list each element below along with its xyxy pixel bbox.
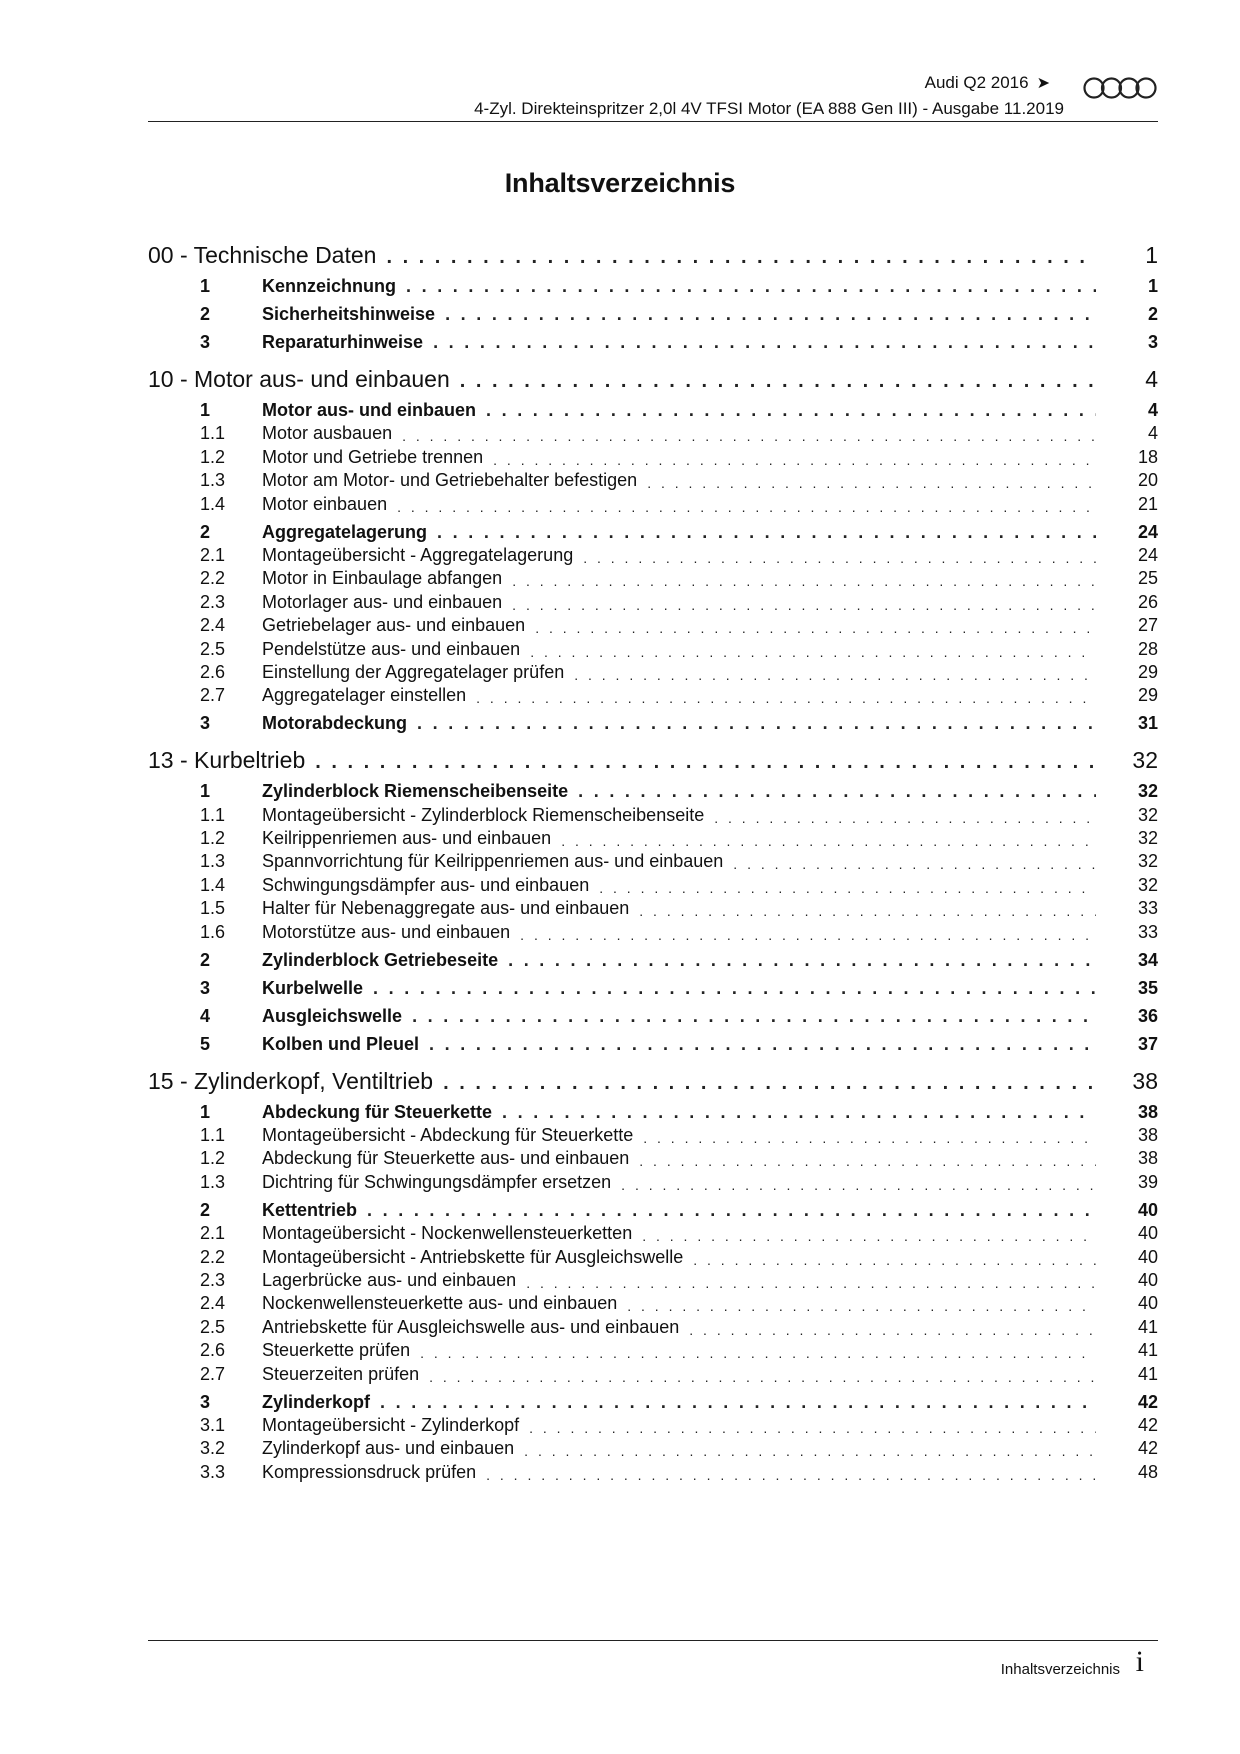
toc-subsection-entry[interactable] bbox=[200, 613, 1158, 636]
toc-page-number: 42 bbox=[1096, 1415, 1158, 1436]
toc-entry-number: 2.3 bbox=[200, 591, 226, 612]
toc-entry-label: Montageübersicht - Zylinderkopf bbox=[262, 1414, 520, 1435]
toc-entry-label: Motor aus- und einbauen bbox=[262, 400, 476, 420]
toc-entry-number: 1 bbox=[200, 276, 211, 296]
toc-entry-number: 1 bbox=[200, 400, 211, 420]
toc-entry-label: Keilrippenriemen aus- und einbauen bbox=[262, 828, 552, 849]
toc-entry-title bbox=[200, 828, 561, 849]
toc-entry-title bbox=[200, 950, 508, 971]
toc-section-entry[interactable] bbox=[200, 1095, 1158, 1123]
toc-entry-label: Aggregatelagerung bbox=[262, 521, 428, 542]
toc-page-number: 29 bbox=[1096, 685, 1158, 706]
toc-entry-number: 2.1 bbox=[200, 544, 226, 565]
toc-subsection-entry[interactable] bbox=[200, 1169, 1158, 1192]
toc-entry-number: 1.1 bbox=[200, 804, 226, 825]
toc-entry-number: 1.3 bbox=[200, 1171, 226, 1192]
toc-dot-leader bbox=[647, 475, 1096, 491]
toc-entry-label: Kurbelwelle bbox=[262, 977, 364, 998]
toc-dot-leader bbox=[693, 1252, 1096, 1268]
toc-dot-leader bbox=[535, 620, 1096, 636]
toc-entry-number: 3 bbox=[200, 332, 211, 352]
toc-entry-label: Montageübersicht - Nockenwellensteuerketten bbox=[262, 1223, 633, 1244]
header-model bbox=[925, 73, 1050, 93]
toc-entry-number: 1.3 bbox=[200, 851, 226, 872]
toc-entry-number: 5 bbox=[200, 1033, 211, 1054]
toc-subsection-entry[interactable] bbox=[200, 919, 1158, 942]
toc-dot-leader bbox=[502, 1102, 1096, 1123]
arrow-right-icon: ➤ bbox=[1036, 75, 1050, 92]
toc-subsection-entry[interactable] bbox=[200, 1459, 1158, 1482]
toc-entry-title bbox=[200, 1247, 693, 1268]
toc-entry-title bbox=[200, 1172, 621, 1193]
toc-dot-leader bbox=[460, 370, 1096, 393]
toc-dot-leader bbox=[574, 667, 1096, 683]
toc-entry-label: Motor in Einbaulage abfangen bbox=[262, 568, 503, 589]
toc-entry-label: Motorstütze aus- und einbauen bbox=[262, 921, 511, 942]
toc-entry-label: Abdeckung für Steuerkette aus- und einbauen bbox=[262, 1148, 630, 1169]
toc-page-number: 27 bbox=[1096, 615, 1158, 636]
toc-entry-number: 2.2 bbox=[200, 1246, 226, 1267]
toc-subsection-entry[interactable] bbox=[200, 826, 1158, 849]
toc-dot-leader bbox=[512, 597, 1096, 613]
toc-dot-leader bbox=[315, 751, 1096, 774]
toc-entry-title bbox=[200, 1102, 502, 1123]
toc-dot-leader bbox=[639, 1153, 1096, 1169]
toc-entry-label: Montageübersicht - Antriebskette für Ausgleichswelle bbox=[262, 1246, 684, 1267]
toc-dot-leader bbox=[526, 1275, 1096, 1291]
toc-section-entry[interactable] bbox=[200, 706, 1158, 734]
toc-section-entry[interactable] bbox=[200, 999, 1158, 1027]
toc-entry-label: Montageübersicht - Zylinderblock Riemenscheibenseite bbox=[262, 804, 705, 825]
toc-entry-number: 2.1 bbox=[200, 1223, 226, 1244]
toc-page-number: 32 bbox=[1096, 781, 1158, 802]
toc-page-number: 48 bbox=[1096, 1462, 1158, 1483]
toc-entry-number: 2 bbox=[200, 949, 211, 970]
toc-entry-title bbox=[200, 276, 406, 297]
audi-rings-icon bbox=[1083, 76, 1157, 100]
footer-label: Inhaltsverzeichnis bbox=[1000, 1661, 1120, 1678]
toc-entry-number: 1.4 bbox=[200, 874, 226, 895]
toc-dot-leader bbox=[437, 522, 1096, 543]
toc-dot-leader bbox=[445, 304, 1096, 325]
toc-dot-leader bbox=[380, 1392, 1096, 1413]
toc-dot-leader bbox=[561, 833, 1096, 849]
toc-dot-leader bbox=[643, 1130, 1096, 1146]
toc-dot-leader bbox=[367, 1200, 1096, 1221]
toc-dot-leader bbox=[476, 690, 1096, 706]
toc-subsection-entry[interactable] bbox=[200, 468, 1158, 491]
toc-entry-label: Kolben und Pleuel bbox=[262, 1033, 420, 1054]
toc-entry-title bbox=[148, 242, 386, 269]
toc-subsection-entry[interactable] bbox=[200, 802, 1158, 825]
toc-section-entry[interactable] bbox=[200, 393, 1158, 421]
toc-page-number: 4 bbox=[1096, 400, 1158, 421]
toc-entry-title bbox=[200, 978, 373, 999]
toc-entry-label: Kettentrieb bbox=[262, 1199, 358, 1220]
toc-entry-label: Motor einbauen bbox=[262, 493, 388, 514]
toc-entry-number: 2.3 bbox=[200, 1269, 226, 1290]
toc-entry-title bbox=[148, 366, 460, 393]
toc-entry-title bbox=[200, 423, 402, 444]
toc-entry-label: Abdeckung für Steuerkette bbox=[262, 1101, 493, 1122]
toc-page-number: 40 bbox=[1096, 1247, 1158, 1268]
toc-entry-number: 2.6 bbox=[200, 661, 226, 682]
toc-page-number: 36 bbox=[1096, 1006, 1158, 1027]
toc-entry-label: Motor ausbauen bbox=[262, 423, 393, 444]
toc-entry-title bbox=[200, 332, 433, 353]
toc-dot-leader bbox=[508, 950, 1096, 971]
toc-entry-title bbox=[200, 1317, 689, 1338]
toc-subsection-entry[interactable] bbox=[200, 421, 1158, 444]
toc-section-entry[interactable] bbox=[200, 325, 1158, 353]
toc-entry-title bbox=[200, 1364, 429, 1385]
header-divider bbox=[148, 121, 1158, 122]
toc-dot-leader bbox=[621, 1177, 1096, 1193]
toc-chapter-entry[interactable] bbox=[148, 743, 1158, 774]
toc-chapter-entry[interactable] bbox=[148, 238, 1158, 269]
toc-subsection-entry[interactable] bbox=[200, 543, 1158, 566]
toc-entry-number: 2.5 bbox=[200, 1316, 226, 1337]
toc-dot-leader bbox=[443, 1072, 1096, 1095]
toc-entry-number: 3.3 bbox=[200, 1461, 226, 1482]
header-model-text: Audi Q2 2016 bbox=[924, 73, 1029, 92]
toc-entry-title bbox=[200, 639, 530, 660]
toc-entry-number: 1.2 bbox=[200, 446, 226, 467]
toc-section-entry[interactable] bbox=[200, 269, 1158, 297]
toc-entry-title bbox=[200, 1200, 367, 1221]
toc-dot-leader bbox=[412, 1006, 1096, 1027]
toc-page-number: 28 bbox=[1096, 639, 1158, 660]
toc-entry-number: 1.2 bbox=[200, 1148, 226, 1169]
toc-page-number: 29 bbox=[1096, 662, 1158, 683]
toc-entry-title bbox=[200, 875, 599, 896]
toc-entry-title bbox=[200, 304, 445, 325]
toc-entry-number: 3 bbox=[200, 977, 211, 998]
toc-entry-title bbox=[200, 1223, 642, 1244]
toc-page-number: 26 bbox=[1096, 592, 1158, 613]
toc-dot-leader bbox=[529, 1420, 1096, 1436]
toc-entry-number: 1.3 bbox=[200, 470, 226, 491]
toc-entry-title bbox=[200, 685, 476, 706]
table-of-contents bbox=[148, 238, 1158, 1483]
toc-entry-title bbox=[200, 592, 512, 613]
toc-subsection-entry[interactable] bbox=[200, 1314, 1158, 1337]
toc-page-number: 32 bbox=[1096, 851, 1158, 872]
toc-entry-number: 2 bbox=[200, 1199, 211, 1220]
toc-entry-title bbox=[200, 805, 714, 826]
toc-section-entry[interactable] bbox=[200, 1385, 1158, 1413]
toc-entry-title bbox=[200, 1270, 526, 1291]
toc-entry-number: 2.7 bbox=[200, 685, 226, 706]
toc-dot-leader bbox=[397, 499, 1096, 515]
toc-entry-label: Halter für Nebenaggregate aus- und einbauen bbox=[262, 898, 630, 919]
toc-page-number: 4 bbox=[1096, 366, 1158, 393]
toc-entry-title bbox=[200, 1438, 524, 1459]
toc-section-entry[interactable] bbox=[200, 1027, 1158, 1055]
toc-entry-title bbox=[200, 1462, 486, 1483]
toc-entry-title bbox=[200, 851, 733, 872]
toc-entry-number: 1.2 bbox=[200, 828, 226, 849]
toc-entry-label: Motorlager aus- und einbauen bbox=[262, 591, 503, 612]
toc-subsection-entry[interactable] bbox=[200, 1291, 1158, 1314]
toc-entry-number: 2.4 bbox=[200, 1293, 226, 1314]
toc-page-number: 3 bbox=[1096, 332, 1158, 353]
toc-entry-label: Einstellung der Aggregatelager prüfen bbox=[262, 661, 565, 682]
toc-dot-leader bbox=[486, 1467, 1096, 1483]
toc-entry-label: 13 - Kurbeltrieb bbox=[148, 747, 306, 774]
toc-dot-leader bbox=[429, 1369, 1096, 1385]
toc-entry-title bbox=[200, 1148, 639, 1169]
toc-dot-leader bbox=[714, 810, 1096, 826]
toc-page-number: 25 bbox=[1096, 568, 1158, 589]
toc-page-number: 24 bbox=[1096, 545, 1158, 566]
toc-entry-label: Steuerzeiten prüfen bbox=[262, 1363, 420, 1384]
toc-dot-leader bbox=[689, 1322, 1096, 1338]
toc-page-number: 32 bbox=[1096, 805, 1158, 826]
toc-entry-number: 2.5 bbox=[200, 638, 226, 659]
toc-entry-title bbox=[200, 522, 437, 543]
toc-entry-number: 3.2 bbox=[200, 1438, 226, 1459]
toc-entry-title bbox=[200, 400, 486, 421]
toc-section-entry[interactable] bbox=[200, 943, 1158, 971]
toc-entry-title bbox=[200, 662, 574, 683]
header-subtitle: 4-Zyl. Direkteinspritzer 2,0l 4V TFSI Motor (EA 888 Gen III) - Ausgabe 11.2019 bbox=[474, 99, 1064, 118]
toc-section-entry[interactable] bbox=[200, 971, 1158, 999]
toc-page-number: 37 bbox=[1096, 1034, 1158, 1055]
toc-subsection-entry[interactable] bbox=[200, 1221, 1158, 1244]
toc-page-number: 32 bbox=[1096, 747, 1158, 774]
toc-entry-label: Reparaturhinweise bbox=[262, 332, 424, 352]
toc-subsection-entry[interactable] bbox=[200, 1338, 1158, 1361]
toc-chapter-entry[interactable] bbox=[148, 1064, 1158, 1095]
toc-entry-label: Kompressionsdruck prüfen bbox=[262, 1461, 477, 1482]
toc-entry-label: Montageübersicht - Aggregatelagerung bbox=[262, 544, 574, 565]
toc-subsection-entry[interactable] bbox=[200, 1413, 1158, 1436]
toc-dot-leader bbox=[373, 978, 1096, 999]
toc-entry-title bbox=[200, 568, 512, 589]
toc-subsection-entry[interactable] bbox=[200, 683, 1158, 706]
toc-entry-title bbox=[200, 1293, 627, 1314]
toc-dot-leader bbox=[520, 927, 1096, 943]
toc-entry-label: 00 - Technische Daten bbox=[148, 242, 377, 268]
toc-subsection-entry[interactable] bbox=[200, 491, 1158, 514]
toc-entry-title bbox=[200, 1415, 529, 1436]
toc-page-number: 42 bbox=[1096, 1438, 1158, 1459]
toc-section-entry[interactable] bbox=[200, 774, 1158, 802]
toc-dot-leader bbox=[486, 400, 1096, 421]
toc-dot-leader bbox=[406, 276, 1096, 297]
toc-entry-title bbox=[200, 922, 520, 943]
toc-page-number: 40 bbox=[1096, 1270, 1158, 1291]
toc-subsection-entry[interactable] bbox=[200, 636, 1158, 659]
toc-section-entry[interactable] bbox=[200, 1193, 1158, 1221]
toc-page-number: 39 bbox=[1096, 1172, 1158, 1193]
toc-entry-title bbox=[200, 545, 583, 566]
toc-entry-number: 1 bbox=[200, 1101, 211, 1122]
toc-dot-leader bbox=[417, 713, 1096, 734]
toc-section-entry[interactable] bbox=[200, 297, 1158, 325]
toc-subsection-entry[interactable] bbox=[200, 444, 1158, 467]
toc-subsection-entry[interactable] bbox=[200, 1361, 1158, 1384]
toc-entry-number: 3.1 bbox=[200, 1414, 226, 1435]
toc-page-number: 40 bbox=[1096, 1200, 1158, 1221]
toc-entry-number: 4 bbox=[200, 1005, 211, 1026]
toc-entry-label: Getriebelager aus- und einbauen bbox=[262, 615, 526, 636]
toc-entry-title bbox=[200, 1340, 420, 1361]
toc-subsection-entry[interactable] bbox=[200, 872, 1158, 895]
toc-entry-label: Aggregatelager einstellen bbox=[262, 685, 467, 706]
toc-entry-number: 3 bbox=[200, 1391, 211, 1412]
toc-entry-title bbox=[200, 781, 578, 802]
toc-entry-number: 1.1 bbox=[200, 1125, 226, 1146]
toc-entry-number: 2 bbox=[200, 304, 211, 324]
toc-dot-leader bbox=[420, 1345, 1096, 1361]
toc-entry-label: Zylinderblock Riemenscheibenseite bbox=[262, 781, 569, 802]
toc-entry-number: 2 bbox=[200, 521, 211, 542]
toc-dot-leader bbox=[386, 246, 1096, 269]
toc-entry-label: Kennzeichnung bbox=[262, 276, 396, 296]
toc-entry-label: Sicherheitshinweise bbox=[262, 304, 436, 324]
toc-entry-number: 2.7 bbox=[200, 1363, 226, 1384]
toc-subsection-entry[interactable] bbox=[200, 1123, 1158, 1146]
toc-dot-leader bbox=[493, 452, 1096, 468]
toc-page-number: 38 bbox=[1096, 1148, 1158, 1169]
toc-entry-number: 2.4 bbox=[200, 615, 226, 636]
toc-entry-number: 1 bbox=[200, 781, 211, 802]
toc-dot-leader bbox=[639, 903, 1096, 919]
toc-entry-number: 1.4 bbox=[200, 493, 226, 514]
toc-page-number: 38 bbox=[1096, 1125, 1158, 1146]
toc-entry-title bbox=[148, 1068, 443, 1095]
toc-page-number: 41 bbox=[1096, 1364, 1158, 1385]
toc-page-number: 33 bbox=[1096, 898, 1158, 919]
toc-dot-leader bbox=[429, 1034, 1096, 1055]
toc-page-number: 38 bbox=[1096, 1068, 1158, 1095]
toc-page-number: 42 bbox=[1096, 1392, 1158, 1413]
toc-page-number: 4 bbox=[1096, 423, 1158, 444]
toc-page-number: 1 bbox=[1096, 242, 1158, 269]
toc-page-number: 21 bbox=[1096, 494, 1158, 515]
toc-subsection-entry[interactable] bbox=[200, 660, 1158, 683]
toc-entry-title bbox=[200, 447, 493, 468]
toc-entry-number: 1.6 bbox=[200, 921, 226, 942]
toc-page-number: 33 bbox=[1096, 922, 1158, 943]
toc-entry-label: Dichtring für Schwingungsdämpfer ersetzen bbox=[262, 1171, 612, 1192]
toc-entry-label: Zylinderkopf bbox=[262, 1391, 371, 1412]
footer-divider bbox=[148, 1640, 1158, 1641]
toc-entry-label: Motor und Getriebe trennen bbox=[262, 446, 484, 467]
toc-page-number: 41 bbox=[1096, 1317, 1158, 1338]
toc-dot-leader bbox=[578, 781, 1096, 802]
toc-subsection-entry[interactable] bbox=[200, 1146, 1158, 1169]
toc-dot-leader bbox=[583, 550, 1096, 566]
toc-entry-title bbox=[200, 1006, 412, 1027]
toc-dot-leader bbox=[530, 644, 1096, 660]
toc-entry-number: 1.1 bbox=[200, 423, 226, 444]
toc-dot-leader bbox=[599, 880, 1096, 896]
toc-entry-label: Schwingungsdämpfer aus- und einbauen bbox=[262, 874, 590, 895]
toc-entry-title bbox=[200, 615, 535, 636]
toc-dot-leader bbox=[512, 573, 1096, 589]
toc-page-number: 40 bbox=[1096, 1293, 1158, 1314]
toc-entry-title bbox=[148, 747, 315, 774]
page-title: Inhaltsverzeichnis bbox=[504, 168, 736, 198]
toc-page-number: 32 bbox=[1096, 828, 1158, 849]
toc-page-number: 38 bbox=[1096, 1102, 1158, 1123]
toc-entry-label: Nockenwellensteuerkette aus- und einbauen bbox=[262, 1293, 618, 1314]
toc-page-number: 20 bbox=[1096, 470, 1158, 491]
toc-subsection-entry[interactable] bbox=[200, 849, 1158, 872]
toc-page-number: 2 bbox=[1096, 304, 1158, 325]
toc-dot-leader bbox=[524, 1443, 1096, 1459]
toc-entry-title bbox=[200, 494, 397, 515]
toc-entry-label: Steuerkette prüfen bbox=[262, 1340, 411, 1361]
toc-subsection-entry[interactable] bbox=[200, 896, 1158, 919]
toc-page-number: 40 bbox=[1096, 1223, 1158, 1244]
toc-chapter-entry[interactable] bbox=[148, 362, 1158, 393]
toc-entry-title bbox=[200, 1125, 643, 1146]
toc-entry-label: Zylinderblock Getriebeseite bbox=[262, 949, 499, 970]
toc-entry-title bbox=[200, 713, 417, 734]
toc-entry-number: 3 bbox=[200, 713, 211, 734]
toc-subsection-entry[interactable] bbox=[200, 1244, 1158, 1267]
toc-entry-title bbox=[200, 1034, 429, 1055]
toc-entry-label: Pendelstütze aus- und einbauen bbox=[262, 638, 521, 659]
toc-entry-number: 2.2 bbox=[200, 568, 226, 589]
toc-dot-leader bbox=[627, 1298, 1096, 1314]
toc-entry-title bbox=[200, 470, 647, 491]
toc-entry-label: Ausgleichswelle bbox=[262, 1005, 403, 1026]
toc-page-number: 1 bbox=[1096, 276, 1158, 297]
toc-entry-title bbox=[200, 1392, 380, 1413]
toc-dot-leader bbox=[433, 332, 1096, 353]
toc-entry-label: Montageübersicht - Abdeckung für Steuerkette bbox=[262, 1125, 634, 1146]
toc-entry-label: 15 - Zylinderkopf, Ventiltrieb bbox=[148, 1067, 434, 1094]
toc-entry-label: Spannvorrichtung für Keilrippenriemen aus- und einbauen bbox=[262, 851, 724, 872]
toc-entry-label: Lagerbrücke aus- und einbauen bbox=[262, 1269, 517, 1290]
toc-entry-label: Antriebskette für Ausgleichswelle aus- und einbauen bbox=[262, 1316, 680, 1337]
toc-entry-number: 1.5 bbox=[200, 898, 226, 919]
toc-page-number: 18 bbox=[1096, 447, 1158, 468]
toc-subsection-entry[interactable] bbox=[200, 589, 1158, 612]
toc-subsection-entry[interactable] bbox=[200, 566, 1158, 589]
toc-page-number: 24 bbox=[1096, 522, 1158, 543]
toc-page-number: 34 bbox=[1096, 950, 1158, 971]
toc-entry-label: Motor am Motor- und Getriebehalter befestigen bbox=[262, 470, 638, 491]
toc-dot-leader bbox=[402, 428, 1096, 444]
toc-entry-label: Motorabdeckung bbox=[262, 713, 408, 734]
toc-page-number: 32 bbox=[1096, 875, 1158, 896]
toc-page-number: 41 bbox=[1096, 1340, 1158, 1361]
toc-entry-label: 10 - Motor aus- und einbauen bbox=[148, 366, 450, 392]
toc-dot-leader bbox=[733, 856, 1096, 872]
toc-entry-label: Zylinderkopf aus- und einbauen bbox=[262, 1438, 515, 1459]
footer-page-number: i bbox=[1135, 1645, 1144, 1678]
toc-subsection-entry[interactable] bbox=[200, 1436, 1158, 1459]
toc-page-number: 31 bbox=[1096, 713, 1158, 734]
toc-entry-title bbox=[200, 898, 639, 919]
toc-dot-leader bbox=[642, 1228, 1096, 1244]
toc-subsection-entry[interactable] bbox=[200, 1268, 1158, 1291]
toc-entry-number: 2.6 bbox=[200, 1340, 226, 1361]
toc-page-number: 35 bbox=[1096, 978, 1158, 999]
toc-section-entry[interactable] bbox=[200, 515, 1158, 543]
